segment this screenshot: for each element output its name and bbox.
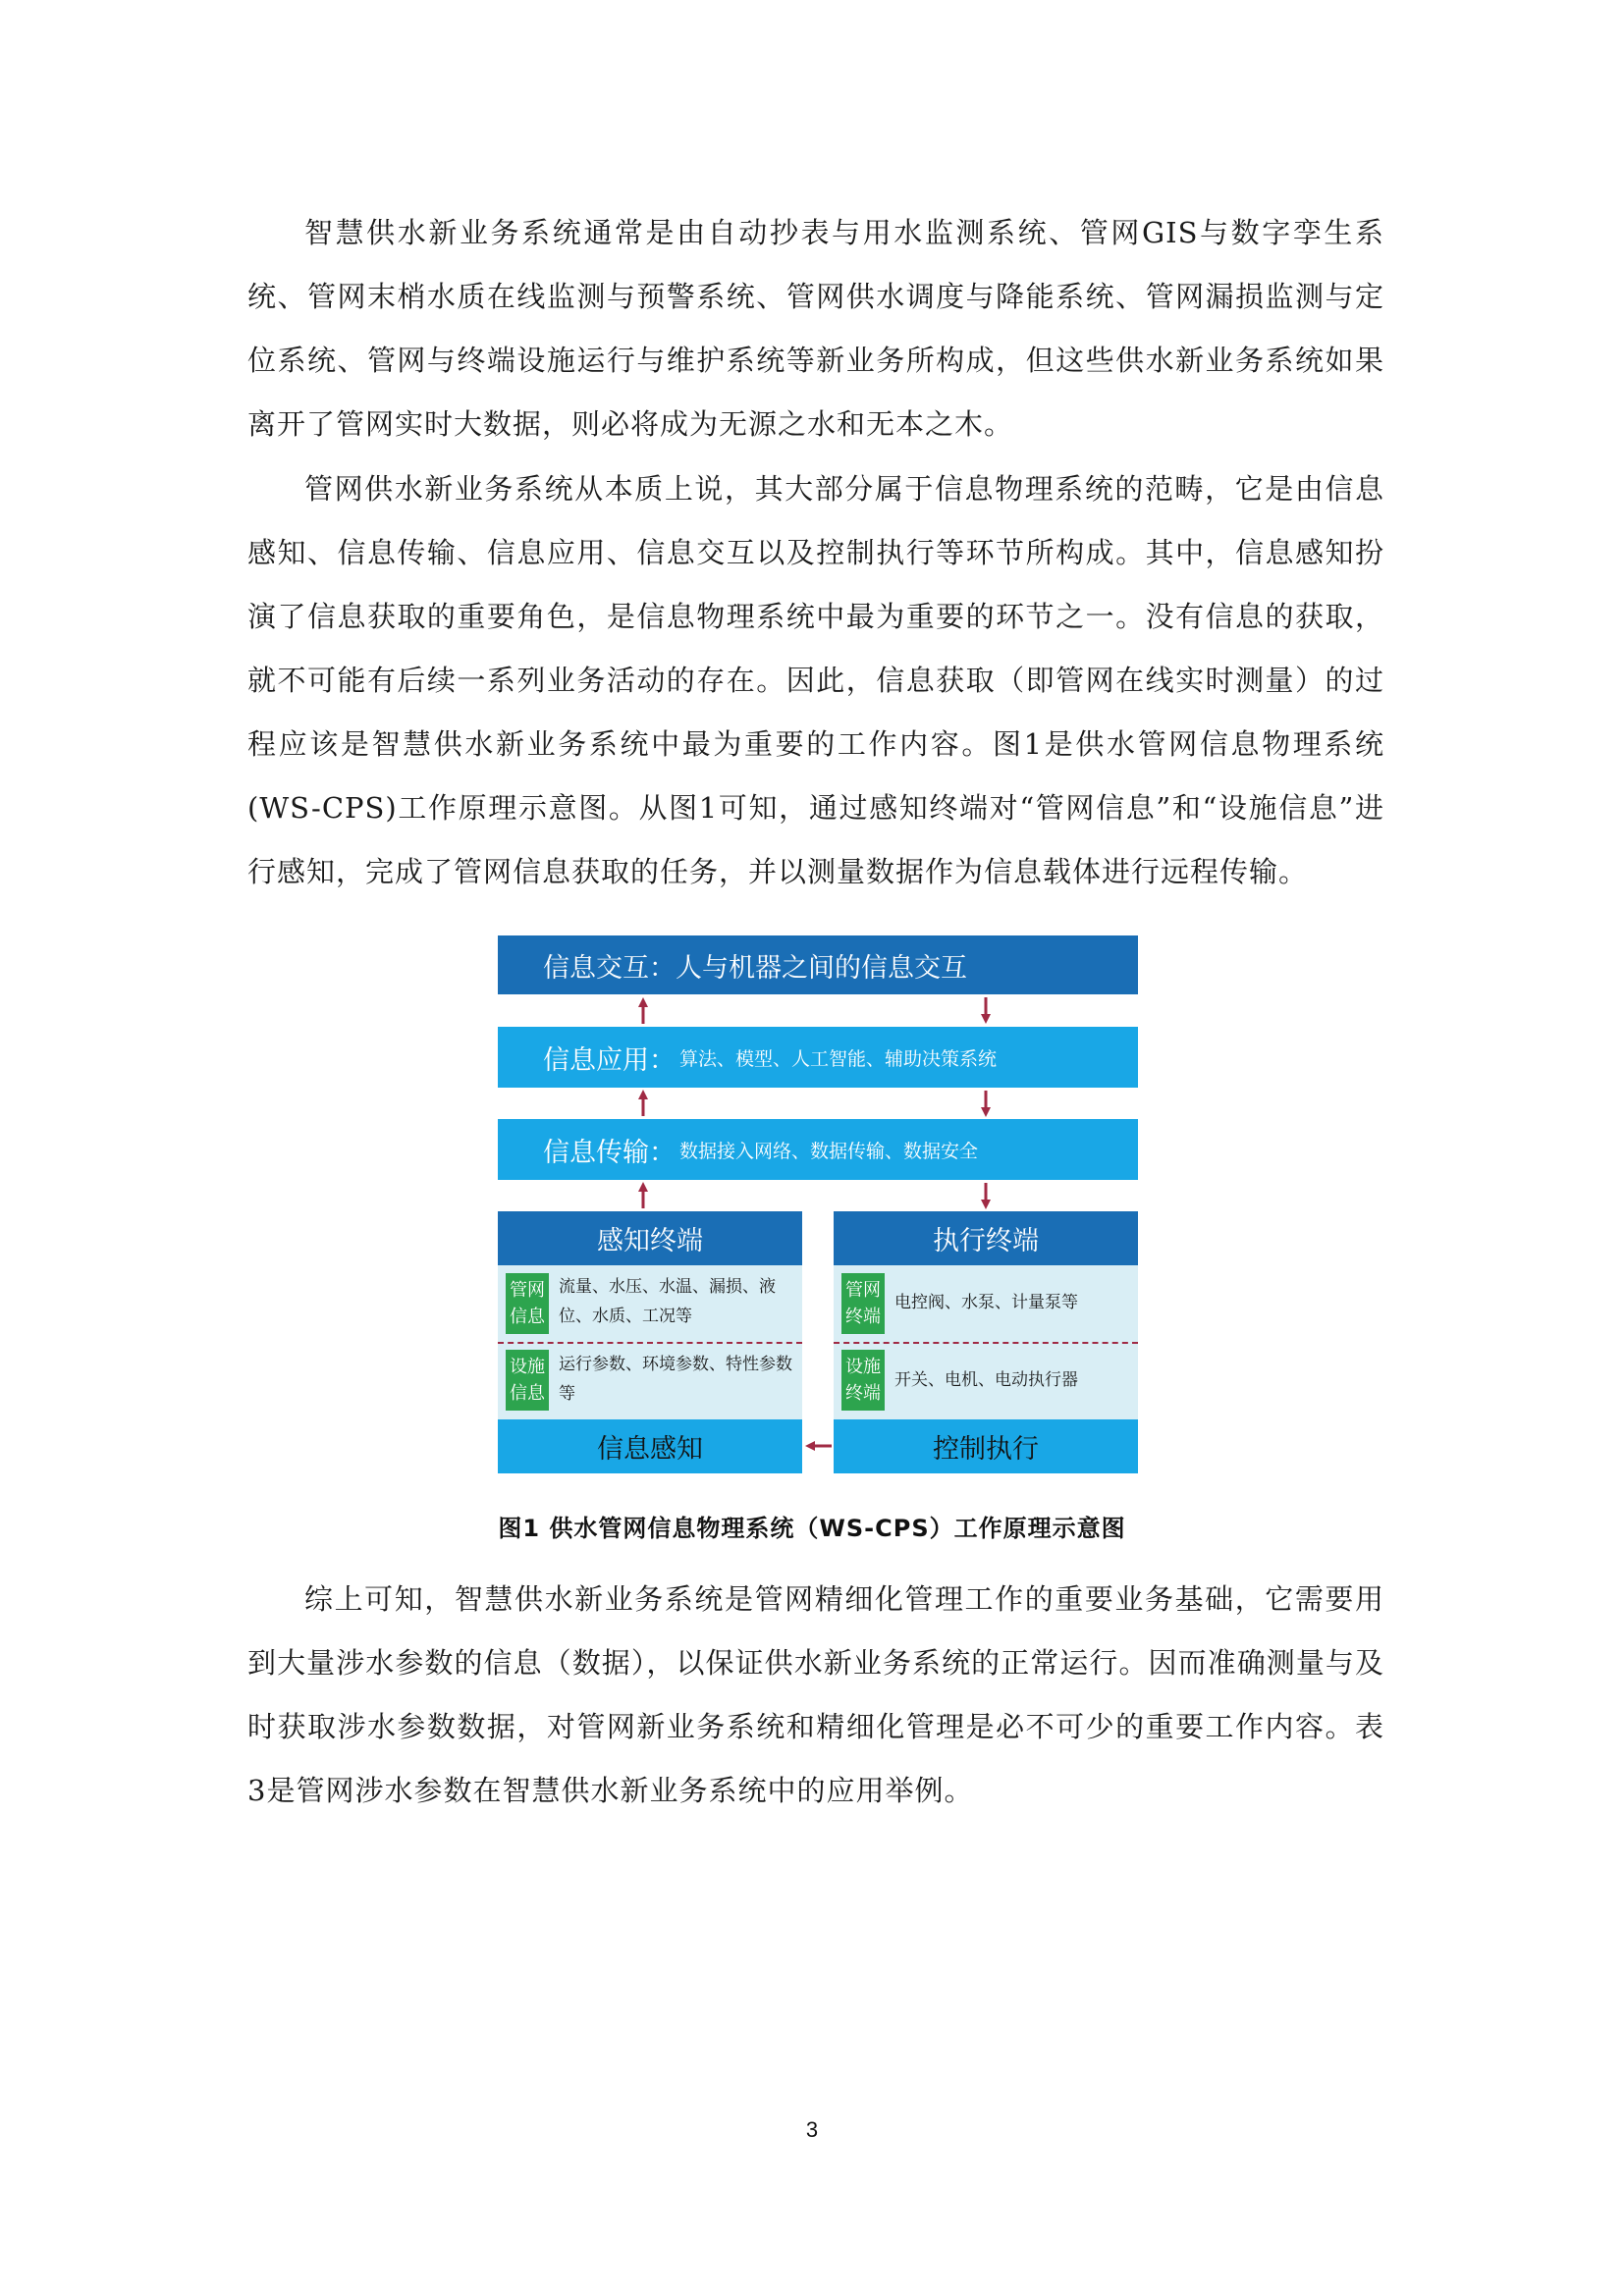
figure-caption: 图1 供水管网信息物理系统（WS-CPS）工作原理示意图 [498,1515,1126,1542]
execution-footer: 控制执行 [834,1419,1138,1473]
facility-info-text: 运行参数、环境参数、特性参数等 [559,1355,792,1404]
sensing-terminal-title: 感知终端 [498,1211,802,1265]
page-number: 3 [805,2117,819,2142]
facility-terminal-tag: 设施 终端 [841,1350,885,1411]
pipe-network-info-tag: 管网 信息 [506,1273,549,1334]
application-head: 信息应用： [543,1044,676,1076]
paragraph-1: 智慧供水新业务系统通常是由自动抄表与用水监测系统、管网GIS与数字孪生系统、管网末梢水质在线监测与预警系统、管网供水调度与降能系统、管网漏损监测与定位系统、管网与终端设施运行与维护系统等新业务所构成，但这些供水新业务系统如果离开了管网实时大数据，则必将成为无源之水和无本之木。 [247,216,1384,441]
execution-terminal-title: 执行终端 [834,1211,1138,1265]
facility-terminal-text: 开关、电机、电动执行器 [894,1370,1078,1390]
interaction-label: 信息交互：人与机器之间的信息交互 [543,952,967,984]
paragraph-3: 综上可知，智慧供水新业务系统是管网精细化管理工作的重要业务基础，它需要用到大量涉水参数的信息（数据），以保证供水新业务系统的正常运行。因而准确测量与及时获取涉水参数数据，对管网新业务系统和精细化管理是必不可少的重要工作内容。表3是管网涉水参数在智慧供水新业务系统中的应用举例。 [247,1582,1384,1807]
flow-arrows [498,935,1138,1473]
transmission-head: 信息传输： [543,1137,676,1168]
sensing-footer: 信息感知 [498,1419,802,1473]
pipe-network-terminal-tag: 管网 终端 [841,1273,885,1334]
application-sub: 算法、模型、人工智能、辅助决策系统 [679,1047,998,1070]
pipe-network-info-text: 流量、水压、水温、漏损、液位、水质、工况等 [559,1277,776,1326]
paragraph-2: 管网供水新业务系统从本质上说，其大部分属于信息物理系统的范畴，它是由信息感知、信息传输、信息应用、信息交互以及控制执行等环节所构成。其中，信息感知扮演了信息获取的重要角色，是信息物理系统中最为重要的环节之一。没有信息的获取，就不可能有后续一系列业务活动的存在。因此，信息获取（即管网在线实时测量）的过程应该是智慧供水新业务系统中最为重要的工作内容。图1是供水管网信息物理系统(WS-CPS)工作原理示意图。从图1可知，通过感知终端对“管网信息”和“设施信息”进行感知，完成了管网信息获取的任务，并以测量数据作为信息载体进行远程传输。 [247,472,1384,888]
facility-info-tag: 设施 信息 [506,1350,549,1411]
wscps-diagram [498,935,1138,1473]
transmission-sub: 数据接入网络、数据传输、数据安全 [679,1140,979,1162]
pipe-network-terminal-text: 电控阀、水泵、计量泵等 [894,1293,1078,1312]
